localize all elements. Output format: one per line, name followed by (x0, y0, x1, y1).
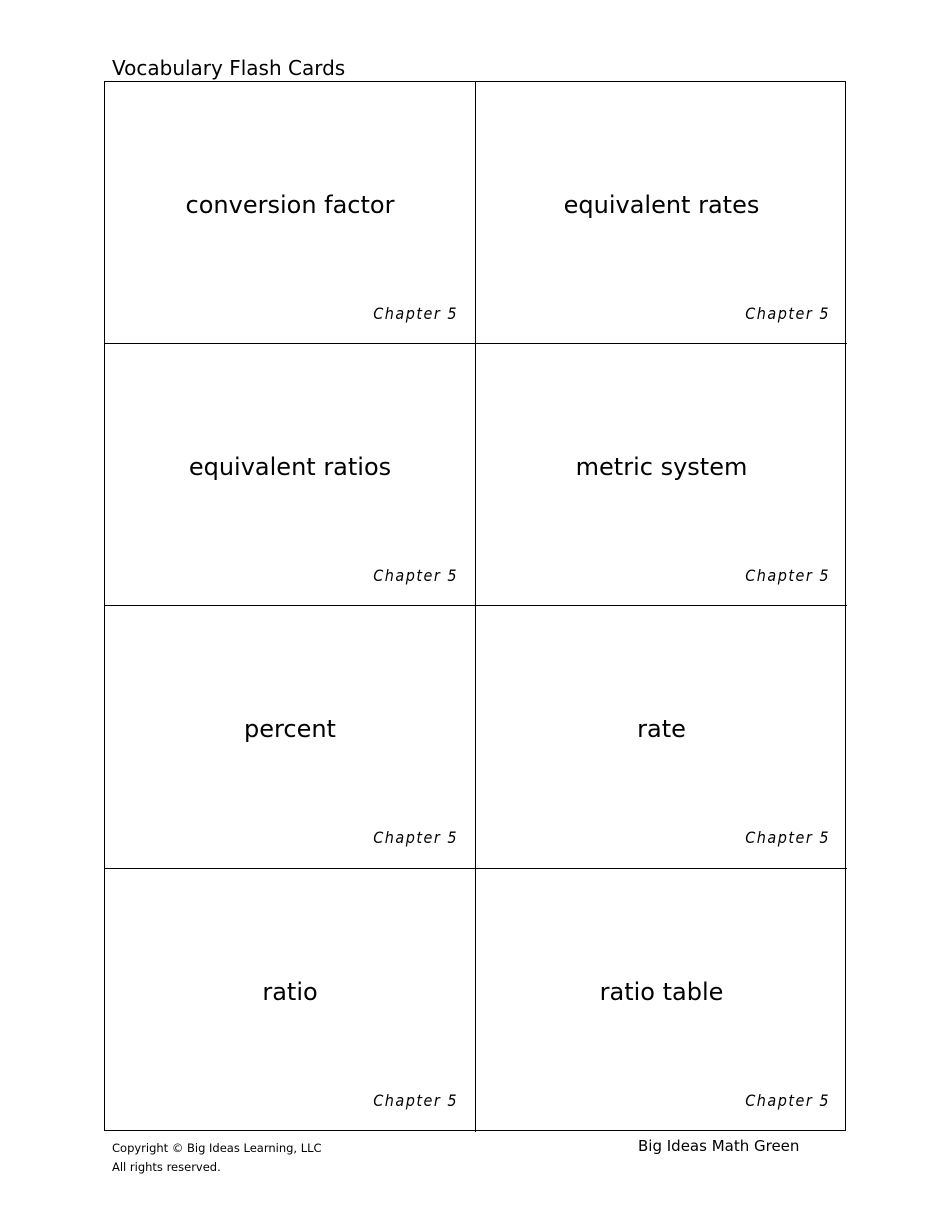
flash-card (105, 869, 476, 1132)
card-term: percent (244, 715, 336, 743)
card-chapter-label: Chapter 5 (745, 566, 830, 585)
copyright-notice (112, 1139, 322, 1177)
card-chapter-label: Chapter 5 (745, 304, 830, 323)
card-term: equivalent ratios (188, 453, 392, 481)
rights-line: All rights reserved. (112, 1160, 221, 1174)
card-chapter-label: Chapter 5 (745, 1091, 830, 1110)
flash-card (476, 869, 847, 1132)
card-term: equivalent rates (563, 191, 760, 219)
flash-card (105, 344, 476, 606)
card-chapter-label: Chapter 5 (373, 304, 458, 323)
card-term: ratio (262, 978, 318, 1006)
card-term: ratio table (599, 978, 724, 1006)
card-term: metric system (575, 453, 748, 481)
flash-card (476, 344, 847, 606)
flash-card (476, 82, 847, 344)
flash-card-grid (104, 81, 846, 1131)
flash-card (105, 606, 476, 869)
page-title: Vocabulary Flash Cards (112, 56, 346, 80)
card-term: conversion factor (185, 191, 395, 219)
copyright-line: Copyright © Big Ideas Learning, LLC (112, 1141, 322, 1155)
card-chapter-label: Chapter 5 (373, 566, 458, 585)
card-term: rate (637, 715, 686, 743)
card-chapter-label: Chapter 5 (745, 828, 830, 847)
flash-card (476, 606, 847, 869)
card-chapter-label: Chapter 5 (373, 1091, 458, 1110)
card-chapter-label: Chapter 5 (373, 828, 458, 847)
flash-card (105, 82, 476, 344)
book-title: Big Ideas Math Green (638, 1137, 800, 1155)
